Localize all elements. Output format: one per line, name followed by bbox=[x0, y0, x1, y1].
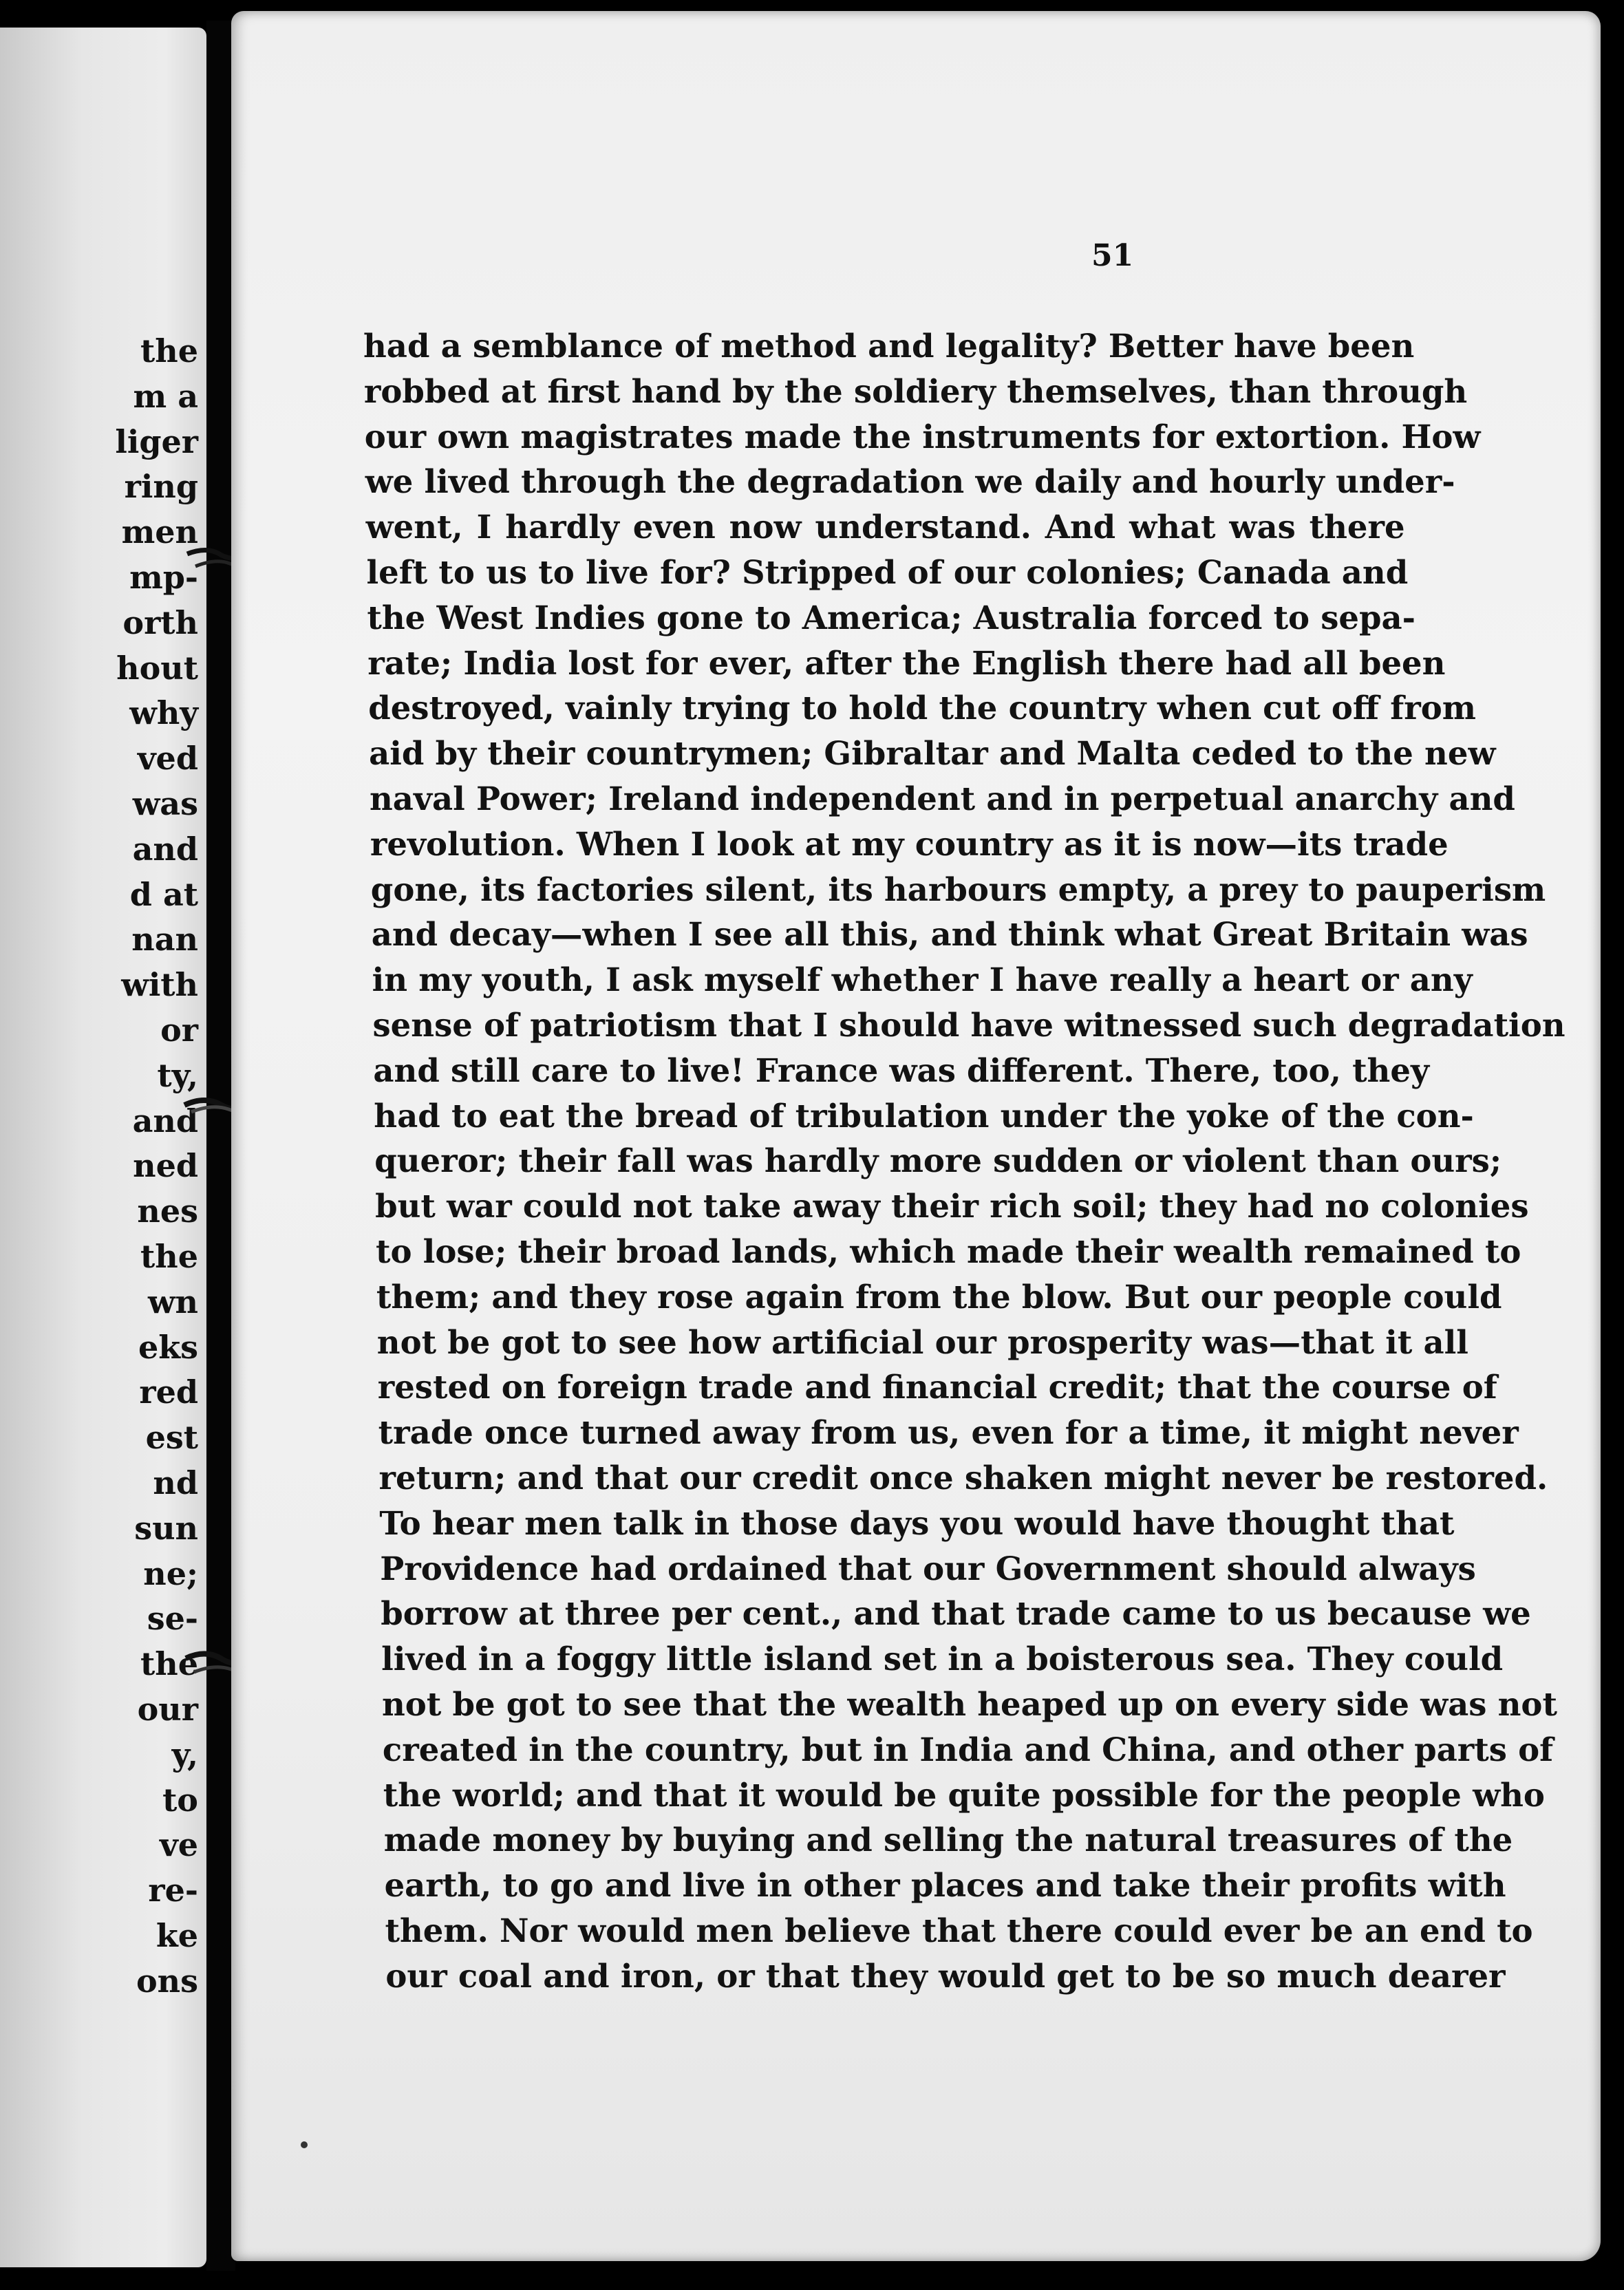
facing-line-fragment: ve bbox=[160, 1826, 198, 1864]
facing-page bbox=[0, 28, 206, 2267]
text-line: robbed at first hand by the soldiery themselves, than through bbox=[363, 372, 1468, 410]
facing-line-fragment: nan bbox=[131, 921, 198, 959]
facing-line-fragment: hout bbox=[116, 649, 198, 687]
text-line: aid by their countrymen; Gibraltar and Malta ceded to the new bbox=[369, 734, 1496, 773]
text-line: destroyed, vainly trying to hold the country when cut off from bbox=[368, 689, 1476, 727]
text-line: and still care to live! France was different. There, too, they bbox=[373, 1051, 1429, 1089]
facing-line-fragment: sun bbox=[134, 1509, 198, 1547]
facing-line-fragment: nes bbox=[137, 1192, 198, 1230]
text-line: not be got to see that the wealth heaped up on every side was not bbox=[382, 1684, 1557, 1723]
text-line: not be got to see how artificial our prosperity was—that it all bbox=[376, 1323, 1468, 1361]
text-line: Providence had ordained that our Government should always bbox=[380, 1549, 1476, 1587]
facing-line-fragment: wn bbox=[147, 1283, 198, 1320]
facing-line-fragment: ke bbox=[156, 1916, 198, 1954]
text-line: left to us to live for? Stripped of our colonies; Canada and bbox=[366, 553, 1409, 591]
facing-line-fragment: the bbox=[140, 1645, 198, 1683]
text-line: trade once turned away from us, even for a time, it might never bbox=[378, 1413, 1519, 1452]
facing-line-fragment: with bbox=[121, 966, 198, 1004]
text-line: gone, its factories silent, its harbours empty, a prey to pauperism bbox=[370, 870, 1546, 908]
facing-line-fragment: m a bbox=[133, 377, 198, 415]
text-line: borrow at three per cent., and that trade came to us because we bbox=[381, 1594, 1531, 1633]
text-line: sense of patriotism that I should have witnessed such degradation bbox=[372, 1005, 1566, 1044]
facing-line-fragment: ons bbox=[136, 1962, 198, 2000]
text-line: revolution. When I look at my country as it is now—its trade bbox=[370, 824, 1449, 863]
facing-page-text bbox=[19, 329, 198, 2004]
text-line: them. Nor would men believe that there could ever be an end to bbox=[385, 1911, 1533, 1949]
facing-line-fragment: eks bbox=[138, 1328, 198, 1366]
facing-line-fragment: or bbox=[160, 1011, 198, 1049]
facing-line-fragment: ty, bbox=[157, 1056, 198, 1094]
facing-line-fragment: mp- bbox=[129, 558, 198, 596]
facing-line-fragment: to bbox=[162, 1781, 198, 1819]
text-line: return; and that our credit once shaken might never be restored. bbox=[378, 1458, 1548, 1497]
text-line: lived in a foggy little island set in a boisterous sea. They could bbox=[381, 1640, 1504, 1678]
text-line: and decay—when I see all this, and think what Great Britain was bbox=[371, 915, 1528, 954]
facing-line-fragment: and bbox=[132, 1102, 198, 1139]
facing-line-fragment: nd bbox=[153, 1464, 198, 1501]
facing-line-fragment: men bbox=[121, 513, 198, 551]
text-line: had to eat the bread of tribulation under the yoke of the con- bbox=[374, 1096, 1474, 1135]
facing-line-fragment: the bbox=[140, 332, 198, 370]
page-body-text bbox=[363, 323, 1566, 1998]
facing-line-fragment: re- bbox=[148, 1872, 198, 1909]
text-line: we lived through the degradation we daily and hourly under- bbox=[365, 462, 1455, 501]
facing-line-fragment: was bbox=[132, 784, 198, 822]
text-line: but war could not take away their rich soil; they had no colonies bbox=[375, 1187, 1529, 1226]
facing-line-fragment: the bbox=[140, 1237, 198, 1275]
text-line: in my youth, I ask myself whether I have really a heart or any bbox=[372, 961, 1473, 999]
text-line: created in the country, but in India and China, and other parts of bbox=[382, 1730, 1554, 1768]
facing-line-fragment: ned bbox=[133, 1147, 198, 1185]
text-line: To hear men talk in those days you would have thought that bbox=[379, 1504, 1455, 1542]
text-line: had a semblance of method and legality? Better have been bbox=[363, 327, 1415, 365]
facing-line-fragment: our bbox=[137, 1690, 198, 1728]
facing-line-fragment: and bbox=[132, 830, 198, 868]
text-line: naval Power; Ireland independent and in perpetual anarchy and bbox=[370, 779, 1515, 817]
facing-line-fragment: ring bbox=[124, 468, 198, 506]
facing-line-fragment: red bbox=[139, 1373, 198, 1411]
text-line: the West Indies gone to America; Australia forced to sepa- bbox=[367, 598, 1415, 636]
text-line: to lose; their broad lands, which made their wealth remained to bbox=[376, 1232, 1521, 1270]
facing-line-fragment: liger bbox=[115, 422, 198, 460]
facing-line-fragment: se- bbox=[147, 1600, 198, 1638]
facing-line-fragment: y, bbox=[171, 1735, 198, 1773]
facing-line-fragment: d at bbox=[129, 875, 198, 913]
text-line: our coal and iron, or that they would get to be so much dearer bbox=[385, 1956, 1506, 1995]
text-line: went, I hardly even now understand. And what was there bbox=[365, 508, 1405, 546]
text-line: earth, to go and live in other places and take their profits with bbox=[384, 1866, 1506, 1905]
text-line: rate; India lost for ever, after the English there had all been bbox=[367, 643, 1446, 682]
facing-line-fragment: ne; bbox=[143, 1554, 198, 1592]
facing-line-fragment: est bbox=[145, 1419, 198, 1457]
facing-line-fragment: ved bbox=[137, 740, 198, 778]
text-line: queror; their fall was hardly more sudden or violent than ours; bbox=[374, 1142, 1502, 1180]
text-line: rested on foreign trade and financial credit; that the course of bbox=[377, 1368, 1497, 1406]
facing-line-fragment: orth bbox=[122, 603, 198, 641]
facing-line-fragment: why bbox=[129, 694, 198, 732]
text-line: our own magistrates made the instruments for extortion. How bbox=[364, 417, 1481, 456]
page-number: 51 bbox=[1091, 238, 1134, 273]
text-line: the world; and that it would be quite possible for the people who bbox=[383, 1775, 1545, 1814]
text-line: made money by buying and selling the natural treasures of the bbox=[383, 1821, 1513, 1859]
ink-speck bbox=[301, 2141, 308, 2148]
text-line: them; and they rose again from the blow. But our people could bbox=[376, 1277, 1502, 1316]
